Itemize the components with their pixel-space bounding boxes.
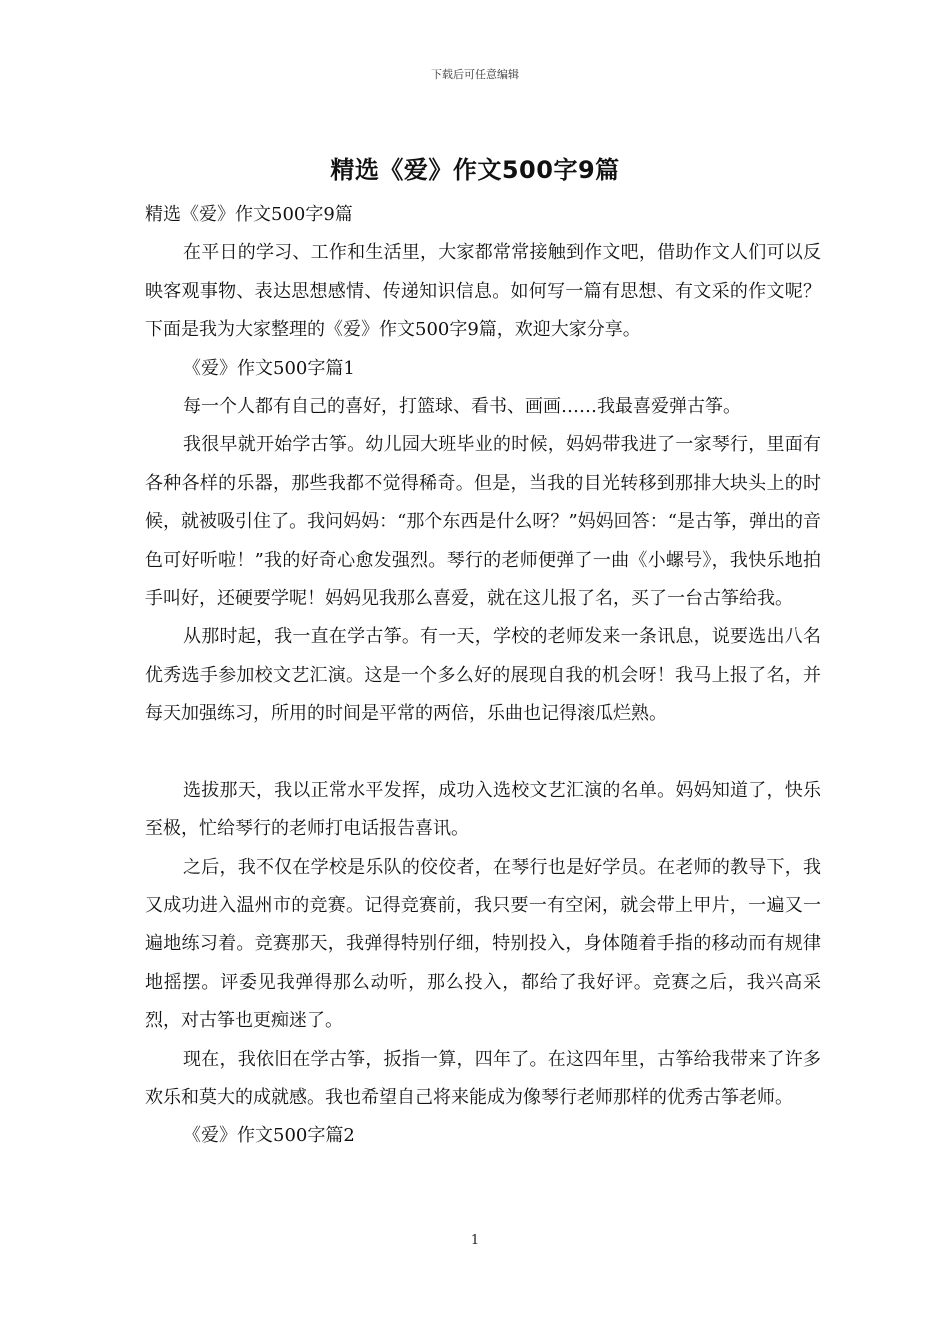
section-heading: 《爱》作文500字篇2 bbox=[183, 1125, 355, 1147]
document-title: 精选《爱》作文500字9篇 bbox=[330, 156, 620, 184]
subtitle-paragraph: 精选《爱》作文500字9篇 bbox=[145, 204, 353, 225]
body-paragraph: 从那时起，我一直在学古筝。有一天，学校的老师发来一条讯息，说要选出八名优秀选手参加校文艺汇演。这是一个多么好的展现自我的机会呀！我马上报了名，并每天加强练习，所用的时间是平常的两倍，乐曲也记得滚瓜烂熟。 bbox=[145, 626, 821, 725]
header-note: 下载后可任意编辑 bbox=[431, 68, 519, 81]
body-paragraph: 现在，我依旧在学古筝，扳指一算，四年了。在这四年里，古筝给我带来了许多欢乐和莫大的成就感。我也希望自己将来能成为像琴行老师那样的优秀古筝老师。 bbox=[145, 1048, 821, 1108]
body-paragraph: 每一个人都有自己的喜好，打篮球、看书、画画……我最喜爱弹古筝。 bbox=[183, 396, 741, 418]
body-paragraph: 之后，我不仅在学校是乐队的佼佼者，在琴行也是好学员。在老师的教导下，我又成功进入温州市的竞赛。记得竞赛前，我只要一有空闲，就会带上甲片，一遍又一遍地练习着。竞赛那天，我弹得特别仔细，特别投入，身体随着手指的移动而有规律地摇摆。评委见我弹得那么动听，那么投入，都给了我好评。竞赛之后，我兴高采烈，对古筝也更痴迷了。 bbox=[145, 856, 821, 1032]
document-body bbox=[145, 196, 821, 1156]
section-heading: 《爱》作文500字篇1 bbox=[183, 357, 355, 379]
body-paragraph: 我很早就开始学古筝。幼儿园大班毕业的时候，妈妈带我进了一家琴行，里面有各种各样的乐器，那些我都不觉得稀奇。但是，当我的目光转移到那排大块头上的时候，就被吸引住了。我问妈妈：“那个东西是什么呀？”妈妈回答：“是古筝，弹出的音色可好听啦！”我的好奇心愈发强烈。琴行的老师便弹了一曲《小螺号》，我快乐地拍手叫好，还硬要学呢！妈妈见我那么喜爱，就在这儿报了名，买了一台古筝给我。 bbox=[145, 434, 821, 610]
body-paragraph: 选拔那天，我以正常水平发挥，成功入选校文艺汇演的名单。妈妈知道了，快乐至极，忙给琴行的老师打电话报告喜讯。 bbox=[145, 779, 821, 840]
page-number: 1 bbox=[470, 1233, 480, 1248]
intro-paragraph: 在平日的学习、工作和生活里，大家都常常接触到作文吧，借助作文人们可以反映客观事物、表达思想感情、传递知识信息。如何写一篇有思想、有文采的作文呢？下面是我为大家整理的《爱》作文500字9篇，欢迎大家分享。 bbox=[145, 242, 821, 341]
